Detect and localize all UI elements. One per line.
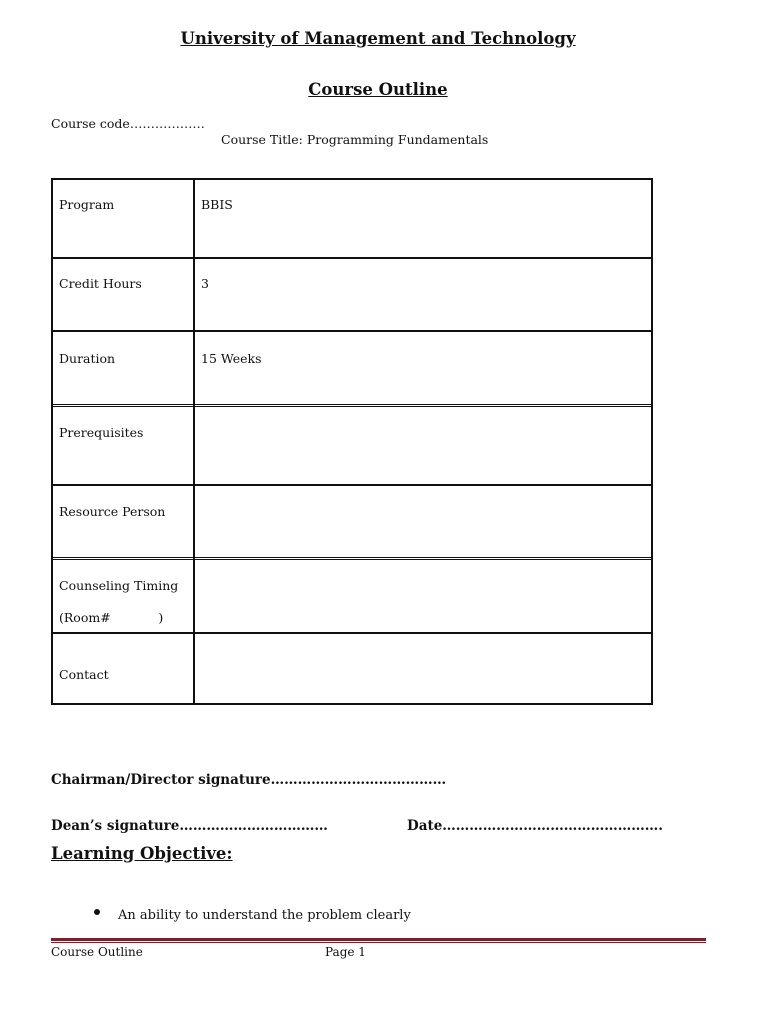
- chairman-signature-line: Chairman/Director signature…………………………………: [51, 772, 447, 788]
- dean-signature-line: Dean’s signature……………………………: [51, 818, 328, 834]
- table-row-label: Resource Person: [59, 504, 166, 519]
- document-title: Course Outline: [308, 80, 448, 99]
- bullet-icon: [94, 909, 100, 915]
- learning-objective-item: An ability to understand the problem clearly: [118, 908, 411, 923]
- table-row-label-line2: (Room# ): [59, 610, 164, 625]
- table-row-value: 3: [201, 276, 209, 291]
- table-row-divider: [52, 257, 652, 259]
- table-row-value: 15 Weeks: [201, 351, 262, 366]
- course-title: Course Title: Programming Fundamentals: [221, 132, 489, 147]
- table-row-label: Credit Hours: [59, 276, 142, 291]
- table-row-divider: [52, 330, 652, 332]
- table-row-divider: [52, 557, 652, 560]
- table-row-label: Program: [59, 197, 115, 212]
- date-line: Date………………………………………….: [407, 818, 663, 834]
- learning-objective-heading: Learning Objective:: [51, 844, 233, 863]
- table-row-label: Prerequisites: [59, 425, 144, 440]
- footer-document-name: Course Outline: [51, 945, 143, 959]
- table-row-divider: [52, 404, 652, 407]
- course-code: Course code………………: [51, 116, 205, 131]
- footer-rule: [51, 938, 706, 941]
- footer-rule-thin: [51, 942, 706, 943]
- table-row-divider: [52, 484, 652, 486]
- table-row-label: Counseling Timing: [59, 578, 179, 593]
- table-row-value: BBIS: [201, 197, 233, 212]
- university-title: University of Management and Technology: [180, 29, 576, 48]
- table-row-label: Contact: [59, 667, 109, 682]
- footer-page-number: Page 1: [325, 945, 366, 959]
- table-row-divider: [52, 632, 652, 634]
- table-row-label: Duration: [59, 351, 116, 366]
